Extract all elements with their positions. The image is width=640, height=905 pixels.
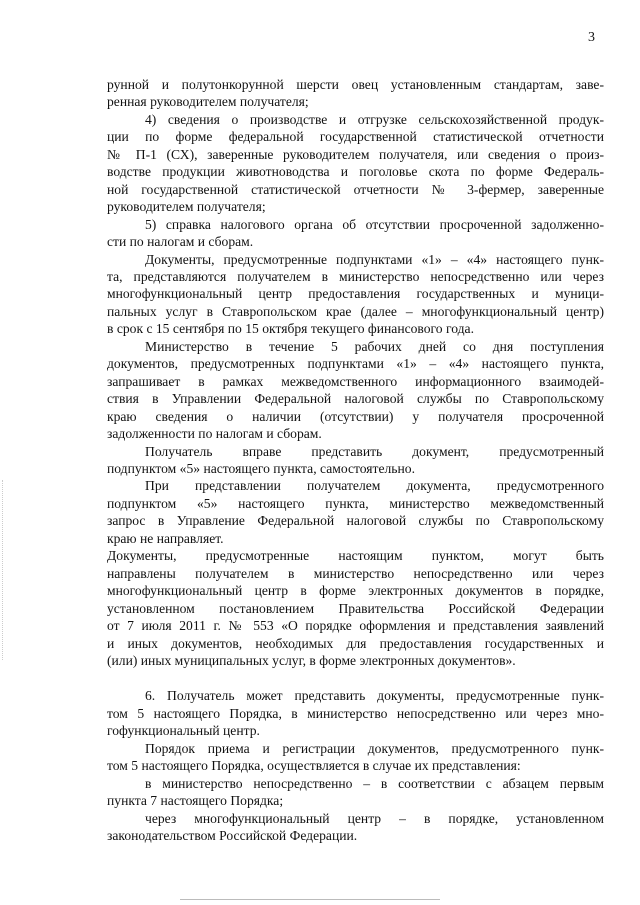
text-line: Министерство в течение 5 рабочих дней со дня поступления	[145, 338, 604, 354]
paragraph	[107, 740, 604, 775]
text-line: многофункциональный центр в форме электронных документов в порядке,	[107, 583, 604, 599]
text-line: (или) иных муниципальных услуг, в форме электронных документов».	[107, 652, 516, 668]
text-line: пальных услуг в Ставропольском крае (далее – многофункциональный центр)	[107, 303, 604, 319]
paragraph-gap	[107, 669, 604, 687]
document-body	[107, 76, 604, 844]
text-line: та, представляются получателем в министерство непосредственно или через	[107, 268, 604, 284]
text-line: задолженности по налогам и сборам.	[107, 426, 322, 442]
text-line: гофункциональный центр.	[107, 723, 260, 739]
text-line: 5) справка налогового органа об отсутствии просроченной задолженно-	[145, 216, 604, 232]
text-line: подпунктом «5» настоящего пункта, самостоятельно.	[107, 460, 415, 476]
paragraph	[107, 775, 604, 810]
text-line: направлены получателем в министерство непосредственно или через	[107, 565, 604, 581]
text-line: 4) сведения о производстве и отгрузке сельскохозяйственной продук-	[145, 111, 604, 127]
text-line: краю не направляет.	[107, 530, 224, 546]
text-line: водстве продукции животноводства и поголовье скота по форме Федераль-	[107, 164, 604, 180]
text-line: краю сведения о наличии (отсутствии) у получателя просроченной	[107, 408, 604, 424]
paragraph	[107, 547, 604, 669]
text-line: ции по форме федеральной государственной статистической отчетности	[107, 129, 604, 145]
text-line: ной государственной статистической отчетности № 3-фермер, заверенные	[107, 181, 604, 197]
text-line: 6. Получатель может представить документы, предусмотренные пунк-	[145, 688, 604, 704]
paragraph	[107, 111, 604, 216]
bottom-rule	[180, 899, 440, 900]
text-line: установленном постановлением Правительства Российской Федерации	[107, 600, 604, 616]
text-line: руководителем получателя;	[107, 199, 266, 215]
paragraph	[107, 338, 604, 443]
text-line: законодательством Российской Федерации.	[107, 828, 358, 844]
text-line: через многофункциональный центр – в порядке, установленном	[145, 810, 604, 826]
text-line: сти по налогам и сборам.	[107, 234, 254, 250]
paragraph	[107, 687, 604, 739]
text-line: многофункциональный центр предоставления государственных и муници-	[107, 286, 604, 302]
text-line: том 5 настоящего Порядка, в министерство непосредственно или через мно-	[107, 705, 604, 721]
text-line: пункта 7 настоящего Порядка;	[107, 793, 284, 809]
text-line: запрос в Управление Федеральной налоговой службы по Ставропольскому	[107, 513, 604, 529]
text-line: При представлении получателем документа, предусмотренного	[145, 478, 604, 494]
text-line: № П-1 (СХ), заверенные руководителем получателя, или сведения о произ-	[107, 146, 604, 162]
paragraph	[107, 216, 604, 251]
text-line: Порядок приема и регистрации документов, предусмотренного пунк-	[145, 740, 604, 756]
text-line: рунной и полутонкорунной шерсти овец установленным стандартам, заве-	[107, 77, 604, 92]
paragraph	[107, 477, 604, 547]
text-line: том 5 настоящего Порядка, осуществляется в случае их представления:	[107, 758, 521, 774]
text-line: Получатель вправе представить документ, предусмотренный	[145, 443, 604, 459]
text-line: в министерство непосредственно – в соответствии с абзацем первым	[145, 775, 604, 791]
text-line: в срок с 15 сентября по 15 октября текущего финансового года.	[107, 321, 474, 337]
paragraph	[107, 76, 604, 111]
text-line: запрашивает в рамках межведомственного информационного взаимодей-	[107, 373, 604, 389]
text-line: ствия в Управлении Федеральной налоговой службы по Ставропольскому	[107, 391, 604, 407]
margin-marks	[2, 480, 5, 660]
text-line: подпунктом «5» настоящего пункта, министерство межведомственный	[107, 495, 604, 511]
text-line: от 7 июля 2011 г. № 553 «О порядке оформления и представления заявлений	[107, 618, 604, 634]
page-number: 3	[588, 30, 595, 45]
text-line: Документы, предусмотренные подпунктами «1» – «4» настоящего пунк-	[145, 251, 604, 267]
paragraph	[107, 251, 604, 338]
text-line: документов, предусмотренных подпунктами «1» – «4» настоящего пункта,	[107, 356, 604, 372]
paragraph	[107, 443, 604, 478]
text-line: ренная руководителем получателя;	[107, 94, 309, 110]
paragraph	[107, 810, 604, 845]
text-line: Документы, предусмотренные настоящим пунктом, могут быть	[107, 548, 604, 564]
text-line: и иных документов, необходимых для предоставления государственных и	[107, 635, 604, 651]
